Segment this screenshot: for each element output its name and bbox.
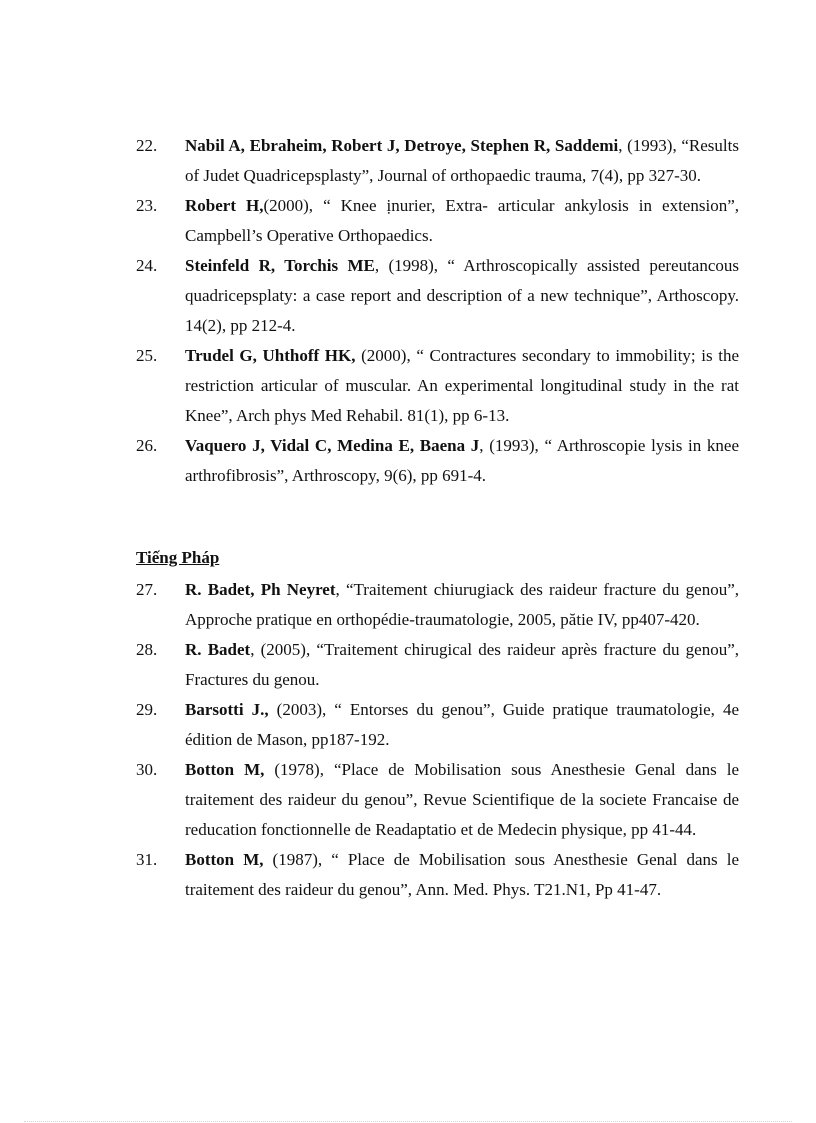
reference-item [136, 131, 739, 191]
reference-authors: Nabil A, Ebraheim, Robert J, Detroye, Stephen R, Saddemi [185, 136, 619, 155]
reference-authors: Trudel G, Uhthoff HK, [185, 346, 356, 365]
reference-list-english [136, 131, 739, 491]
reference-citation: (2000), “ Contractures secondary to immobility; is the restriction articular of muscular. An experimental longitudinal study in the rat Knee”, Arch phys Med Rehabil. 81(1), pp 6-13. [185, 346, 739, 425]
page-bottom-divider [24, 1121, 792, 1122]
reference-citation: (1987), “ Place de Mobilisation sous Anesthesie Genal dans le traitement des raideur du genou”, Ann. Med. Phys. T21.N1, Pp 41-47. [185, 850, 739, 899]
reference-number: 28. [136, 640, 158, 659]
reference-number: 23. [136, 196, 158, 215]
reference-item [136, 251, 739, 341]
reference-citation: , (1993), “Results of Judet Quadricepsplasty”, Journal of orthopaedic trauma, 7(4), pp 327-30. [185, 136, 739, 185]
reference-item [136, 695, 739, 755]
reference-citation: , (1998), “ Arthroscopically assisted pereutancous quadricepsplaty: a case report and description of a new technique”, Arthoscopy. 14(2), pp 212-4. [185, 256, 739, 335]
reference-citation: (1978), “Place de Mobilisation sous Anesthesie Genal dans le traitement des raideur du genou”, Revue Scientifique de la societe Francaise de reducation fonctionnelle de Readaptatio et de Medecin physique, pp 41-44. [185, 760, 739, 839]
reference-authors: Barsotti J., [185, 700, 269, 719]
reference-list-french [136, 575, 739, 905]
reference-authors: R. Badet, Ph Neyret [185, 580, 336, 599]
reference-citation: (2003), “ Entorses du genou”, Guide pratique traumatologie, 4e édition de Mason, pp187-192. [185, 700, 740, 749]
section-heading-french: Tiếng Pháp [136, 548, 220, 567]
reference-number: 30. [136, 760, 158, 779]
reference-item [136, 191, 739, 251]
reference-number: 29. [136, 700, 158, 719]
reference-item [136, 575, 739, 635]
reference-item [136, 845, 739, 905]
reference-citation: , (1993), “ Arthroscopie lysis in knee arthrofibrosis”, Arthroscopy, 9(6), pp 691-4. [185, 436, 739, 485]
reference-authors: R. Badet [185, 640, 251, 659]
reference-citation: (2000), “ Knee ịnurier, Extra- articular ankylosis in extension”, Campbell’s Operative Orthopaedics. [185, 196, 739, 245]
reference-citation: , “Traitement chiurugiack des raideur fracture du genou”, Approche pratique en orthopédie-traumatologie, 2005, pătie IV, pp407-420. [185, 580, 739, 629]
reference-number: 31. [136, 850, 158, 869]
reference-number: 24. [136, 256, 158, 275]
reference-item [136, 431, 739, 491]
reference-authors: Steinfeld R, Torchis ME [185, 256, 375, 275]
reference-authors: Botton M, [185, 760, 265, 779]
reference-authors: Robert H, [185, 196, 264, 215]
reference-item [136, 635, 739, 695]
reference-number: 26. [136, 436, 158, 455]
reference-citation: , (2005), “Traitement chirugical des raideur après fracture du genou”, Fractures du genou. [185, 640, 739, 689]
reference-item [136, 341, 739, 431]
reference-authors: Botton M, [185, 850, 264, 869]
reference-number: 22. [136, 136, 158, 155]
reference-authors: Vaquero J, Vidal C, Medina E, Baena J [185, 436, 480, 455]
reference-item [136, 755, 739, 845]
reference-number: 25. [136, 346, 158, 365]
reference-number: 27. [136, 580, 158, 599]
